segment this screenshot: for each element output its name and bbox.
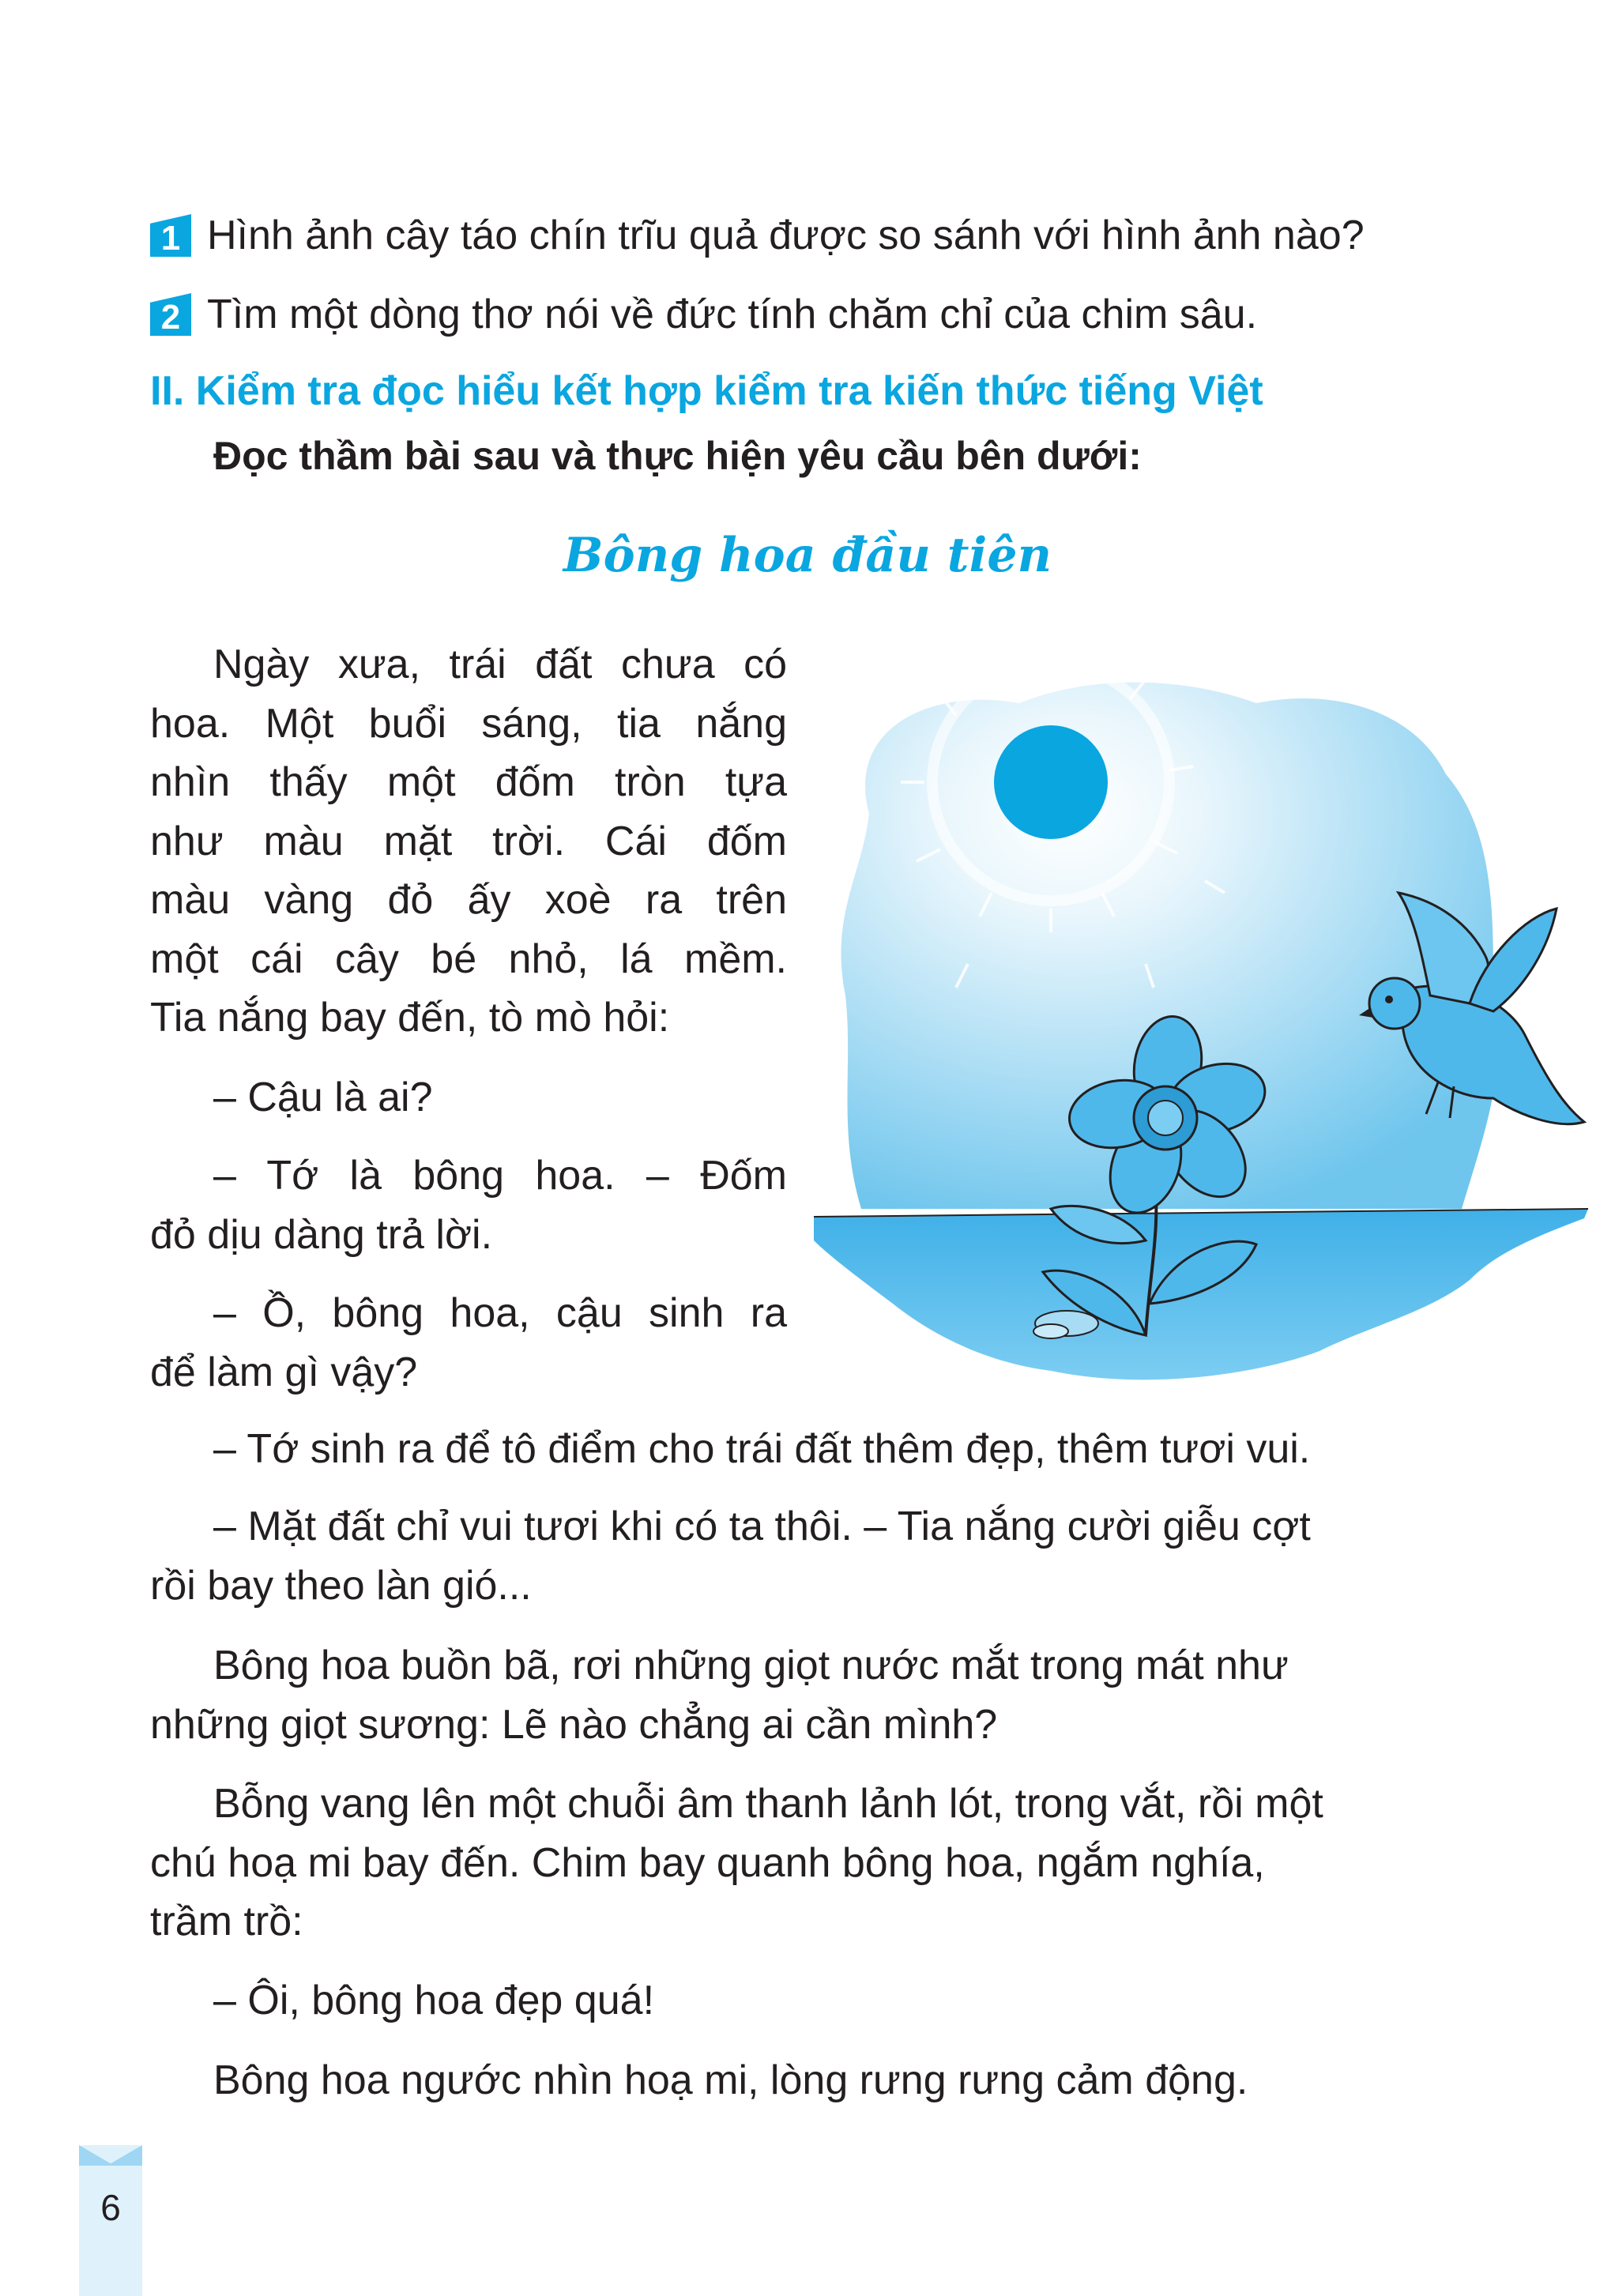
page-number: 6 <box>100 2187 121 2228</box>
sun-bird-flower-illustration <box>814 656 1588 1398</box>
text-line: – Tớ là bông hoa. – Đốm <box>213 1153 787 1199</box>
paragraph-8 <box>150 1775 1493 1952</box>
question-text: Hình ảnh cây táo chín trĩu quả được so sánh với hình ảnh nào? <box>207 213 1365 258</box>
text-line: – Mặt đất chỉ vui tươi khi có ta thôi. – Tia nắng cười giễu cợt <box>213 1504 1311 1549</box>
text-line: trầm trồ: <box>150 1899 303 1944</box>
text-line: – Cậu là ai? <box>213 1075 433 1120</box>
story-title: Bông hoa đầu tiên <box>563 528 1052 583</box>
text-line: một cái cây bé nhỏ, lá mềm. <box>150 935 787 982</box>
text-line: nhìn thấy một đốm tròn tựa <box>150 759 787 805</box>
text-line: – Ồ, bông hoa, cậu sinh ra <box>213 1290 787 1336</box>
text-line: Tia nắng bay đến, tò mò hỏi: <box>150 995 670 1041</box>
paragraph-4 <box>150 1284 787 1402</box>
sun-icon <box>994 725 1108 839</box>
paragraph-9 <box>150 1971 1493 2031</box>
text-line: chú hoạ mi bay đến. Chim bay quanh bông hoa, ngắm nghía, <box>150 1839 1265 1886</box>
paragraph-2 <box>150 1068 787 1127</box>
text-line: những giọt sương: Lẽ nào chẳng ai cần mình? <box>150 1701 998 1748</box>
question-number: 1 <box>160 219 181 258</box>
text-line: đỏ dịu dàng trả lời. <box>150 1211 493 1258</box>
paragraph-1 <box>150 635 787 1048</box>
text-line: Ngày xưa, trái đất chưa có <box>213 642 787 687</box>
paragraph-6 <box>150 1497 1493 1615</box>
instruction: Đọc thầm bài sau và thực hiện yêu cầu bên dưới: <box>213 434 1142 478</box>
paragraph-7 <box>150 1636 1493 1754</box>
stone <box>1033 1324 1068 1338</box>
question-number: 2 <box>160 298 181 337</box>
text-line: Bỗng vang lên một chuỗi âm thanh lảnh lót, trong vắt, rồi một <box>213 1781 1323 1827</box>
text-line: để làm gì vậy? <box>150 1349 418 1395</box>
text-line: màu vàng đỏ ấy xoè ra trên <box>150 877 787 923</box>
text-line: hoa. Một buổi sáng, tia nắng <box>150 700 787 747</box>
question-text: Tìm một dòng thơ nói về đức tính chăm chỉ của chim sâu. <box>207 292 1258 337</box>
question-2 <box>150 291 1257 338</box>
question-number-badge <box>150 214 191 257</box>
question-1 <box>150 212 1365 259</box>
text-line: rồi bay theo làn gió... <box>150 1562 532 1609</box>
text-line: như màu mặt trời. Cái đốm <box>150 818 787 864</box>
paragraph-3 <box>150 1146 787 1264</box>
text-line: Bông hoa ngước nhìn hoạ mi, lòng rưng rưng cảm động. <box>213 2057 1248 2103</box>
text-line: – Tớ sinh ra để tô điểm cho trái đất thêm đẹp, thêm tươi vui. <box>213 1426 1311 1472</box>
question-number-badge <box>150 293 191 336</box>
ground <box>814 1209 1588 1379</box>
section-title: II. Kiểm tra đọc hiểu kết hợp kiểm tra kiến thức tiếng Việt <box>150 368 1263 414</box>
page-number-tab <box>79 2145 142 2296</box>
text-line: – Ôi, bông hoa đẹp quá! <box>213 1978 655 2023</box>
paragraph-10 <box>150 2051 1493 2110</box>
paragraph-5 <box>150 1420 1493 1479</box>
text-line: Bông hoa buồn bã, rơi những giọt nước mắt trong mát như <box>213 1643 1289 1688</box>
